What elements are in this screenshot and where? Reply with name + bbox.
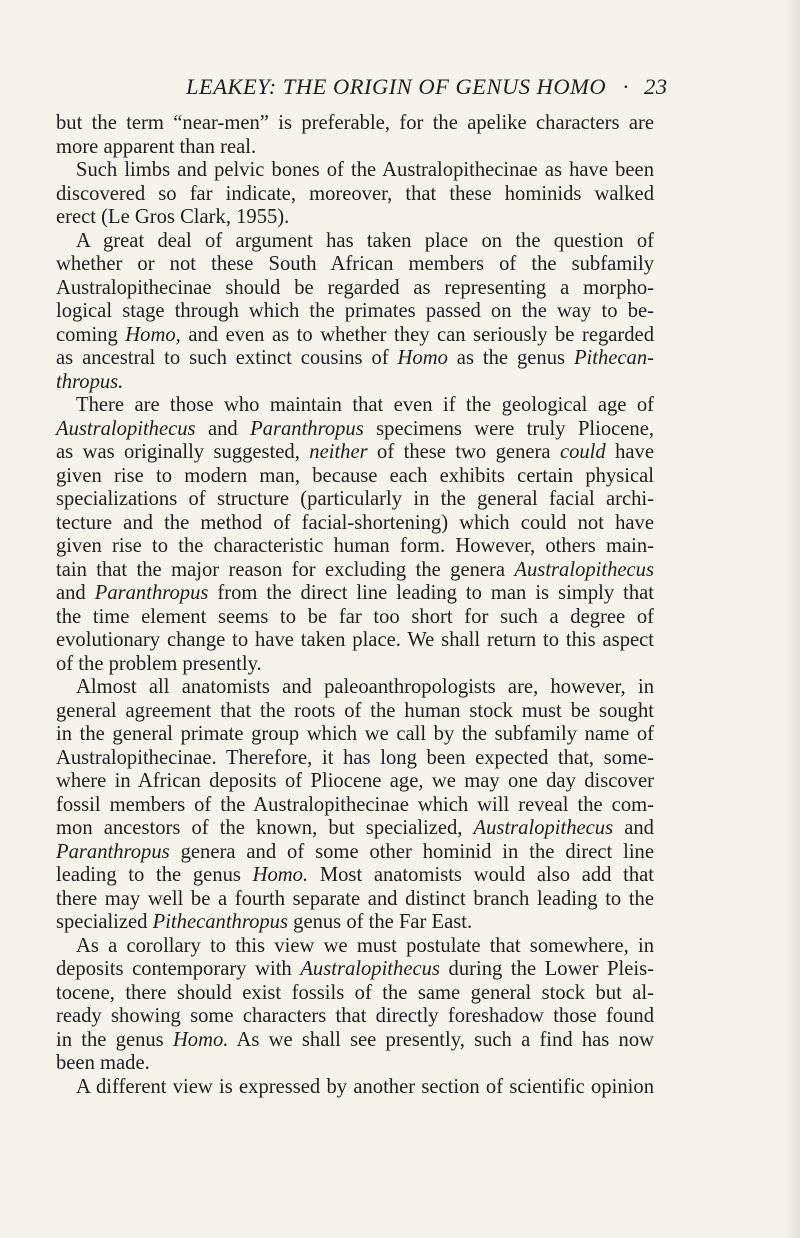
text-line: more apparent than real. [56,135,257,158]
text-line: erect (Le Gros Clark, 1955). [56,206,290,228]
text-line: A great deal of argument has taken place on the question of [76,229,654,252]
text-line: fossil members of the Australopithecinae which will reveal the com- [56,793,654,816]
text-line: There are those who maintain that even if the geological age of [76,394,654,416]
text-line: Almost all anatomists and paleoanthropologists are, however, in [76,676,654,698]
text-line: there may well be a fourth separate and distinct branch leading to the [56,887,654,910]
text-line: deposits contemporary with Australopithecus during the Lower Pleis- [56,958,654,980]
text-line: thropus. [56,370,124,393]
text-line: ready showing some characters that directly foreshadow those found [56,1005,654,1027]
text-line: leading to the genus Homo. Most anatomists would also add that [56,864,654,886]
text-line: tocene, there should exist fossils of the same general stock but al- [56,981,654,1004]
text-line: of the problem presently. [56,652,262,675]
text-line: As a corollary to this view we must postulate that somewhere, in [76,934,654,957]
running-head [186,74,668,100]
text-line: where in African deposits of Pliocene age, we may one day discover [56,770,654,792]
text-line: coming Homo, and even as to whether they can seriously be regarded [56,323,654,346]
text-line: A different view is expressed by another section of scientific opinion [76,1075,654,1098]
text-line: as ancestral to such extinct cousins of Homo as the genus Pithecan- [56,347,654,369]
text-line: logical stage through which the primates passed on the way to be- [56,300,654,322]
text-line: general agreement that the roots of the human stock must be sought [56,699,654,722]
text-line: given rise to the characteristic human form. However, others main- [56,535,654,557]
text-line: Australopithecinae. Therefore, it has long been expected that, some- [56,746,654,769]
text-line: Australopithecus and Paranthropus specimens were truly Pliocene, [56,417,655,440]
text-line: and Paranthropus from the direct line leading to man is simply that [56,582,654,604]
page-edge-shadow [784,0,800,1238]
text-line: whether or not these South African members of the subfamily [56,253,654,275]
text-line: evolutionary change to have taken place. We shall return to this aspect [56,629,654,651]
text-line: given rise to modern man, because each exhibits certain physical [56,464,654,487]
text-line: tecture and the method of facial-shortening) which could not have [56,511,654,534]
text-line: as was originally suggested, neither of these two genera could have [56,441,654,463]
text-line: mon ancestors of the known, but specialized, Australopithecus and [56,817,654,839]
text-line: specializations of structure (particularly in the general facial archi- [56,488,654,510]
text-line: been made. [56,1052,150,1074]
text-line: the time element seems to be far too short for such a degree of [56,605,654,628]
text-line: Paranthropus genera and of some other hominid in the direct line [56,840,654,863]
text-line: in the general primate group which we call by the subfamily name of [56,723,654,745]
text-line: Such limbs and pelvic bones of the Australopithecinae as have been [76,159,654,181]
text-line: tain that the major reason for excluding the genera Australopithecus [56,558,654,581]
running-title: LEAKEY: THE ORIGIN OF GENUS HOMO [186,74,607,99]
body-text [56,112,654,1099]
text-line: in the genus Homo. As we shall see presently, such a find has now [56,1028,655,1051]
text-line: specialized Pithecanthropus genus of the Far East. [56,911,473,933]
text-line: but the term “near-men” is preferable, for the apelike characters are [56,112,654,134]
text-line: Australopithecinae should be regarded as representing a morpho- [56,276,654,299]
page-number: 23 [644,74,668,99]
text-line: discovered so far indicate, moreover, that these hominids walked [56,182,654,205]
header-separator: · [622,74,631,99]
